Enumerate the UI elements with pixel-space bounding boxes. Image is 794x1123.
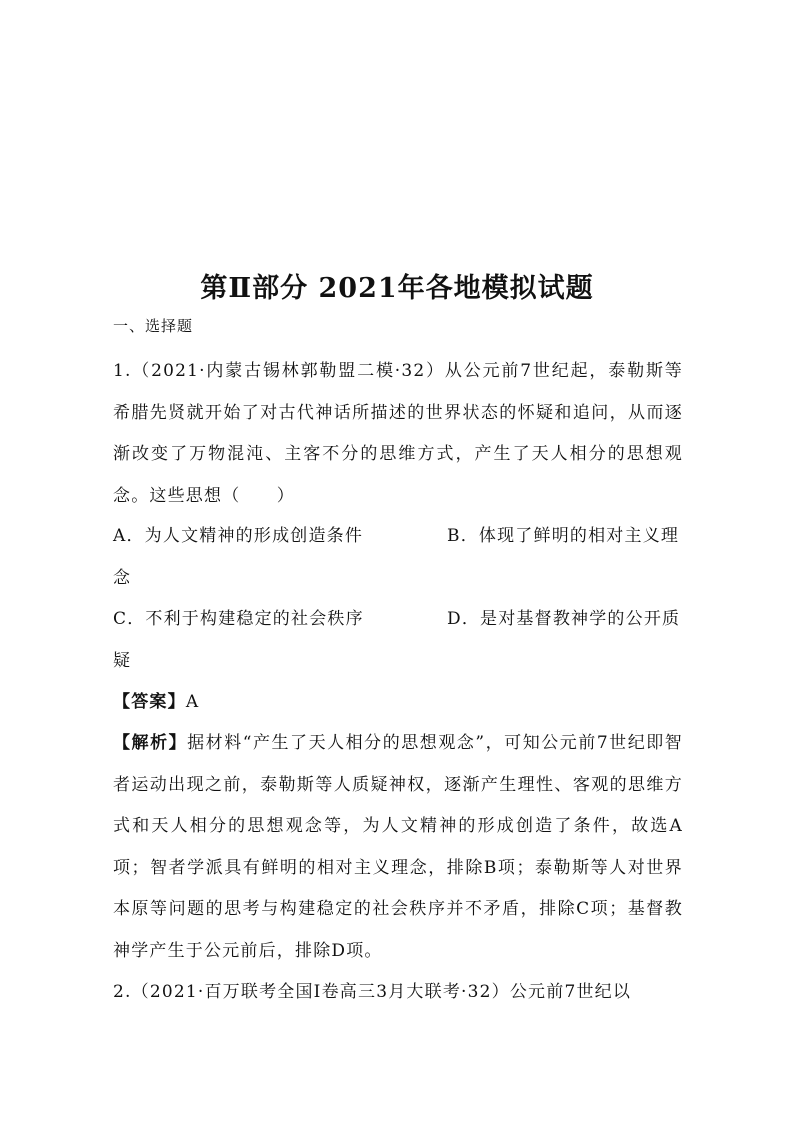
option-a: A．为人文精神的形成创造条件 xyxy=(113,526,364,546)
analysis-label: 【解析】 xyxy=(113,733,188,753)
answer-label: 【答案】 xyxy=(113,692,186,712)
answer-value: A xyxy=(185,692,200,712)
option-row xyxy=(113,516,683,558)
question-1-options-ab xyxy=(113,516,683,599)
option-d: D．是对基督教神学的公开质 xyxy=(447,609,681,629)
question-2-stem: 2.（2021·百万联考全国Ⅰ卷高三3月大联考·32）公元前7世纪以 xyxy=(113,982,632,1002)
option-b-continuation: 念 xyxy=(113,567,132,588)
option-d-continuation: 疑 xyxy=(113,650,132,671)
option-b: B．体现了鲜明的相对主义理 xyxy=(447,526,680,546)
section-heading: 一、选择题 xyxy=(113,317,194,335)
option-c: C．不利于构建稳定的社会秩序 xyxy=(113,609,364,629)
page-title: 第Ⅱ部分 2021年各地模拟试题 xyxy=(200,273,594,304)
question-1-options-cd xyxy=(113,599,683,682)
analysis-paragraph xyxy=(113,723,683,972)
option-row xyxy=(113,599,683,641)
answer-line xyxy=(113,682,199,724)
question-1-stem: 1.（2021·内蒙古锡林郭勒盟二模·32）从公元前7世纪起，泰勒斯等希腊先贤就开始了对古代神话所描述的世界状态的怀疑和追问，从而逐渐改变了万物混沌、主客不分的思维方式，产生了天人相分的思想观念。这些思想（ ） xyxy=(113,361,683,506)
analysis-text: 据材料“产生了天人相分的思想观念”，可知公元前7世纪即智者运动出现之前，泰勒斯等人质疑神权，逐渐产生理性、客观的思维方式和天人相分的思想观念等，为人文精神的形成创造了条件，故选A项；智者学派具有鲜明的相对主义理念，排除B项；泰勒斯等人对世界本原等问题的思考与构建稳定的社会秩序并不矛盾，排除C项；基督教神学产生于公元前后，排除D项。 xyxy=(113,733,683,961)
